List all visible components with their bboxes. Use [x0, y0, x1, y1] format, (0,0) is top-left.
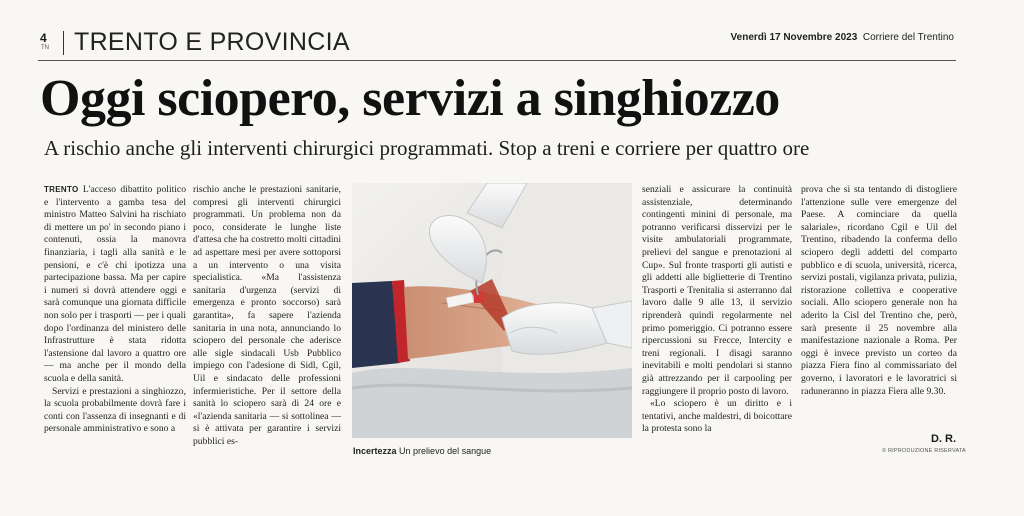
kicker: TRENTO: [44, 185, 79, 194]
caption-title: Incertezza: [353, 446, 397, 456]
copyright-notice: © RIPRODUZIONE RISERVATA: [882, 448, 966, 454]
header-divider: [63, 31, 64, 55]
blood-draw-illustration: [352, 183, 632, 438]
caption-text: Un prelievo del sangue: [399, 446, 492, 456]
page-edition: TN: [41, 45, 49, 51]
article-column-4: [642, 184, 792, 436]
article-column-5: [801, 184, 957, 398]
article-photo: [352, 183, 632, 438]
article-column-2: [193, 184, 341, 448]
article-column-1: [44, 184, 186, 436]
headline: Oggi sciopero, servizi a singhiozzo: [40, 70, 780, 127]
paragraph-text: L'acceso dibattito politico e l'intervento a gamba tesa del ministro Matteo Salvini ha rischiato di mettere un po' in secondo piano i contenuti, ossia la manovra finanziaria, i tagli alla sanità e le pensioni, e c'è chi ipotizza una partecipazione bassa. Ma per capire i numeri si dovrà attendere oggi e sarà comunque una giornata difficile non solo per i trasporti — per i quali dopo l'ordinanza del ministero delle Infrastrutture è stata ridotta l'astensione dal lavoro a quattro ore — ma anche per il mondo della scuola e della sanità.: [44, 184, 186, 384]
issue-date: Venerdì 17 Novembre 2023: [730, 32, 858, 43]
dateline: [731, 32, 954, 43]
author-signature: D. R.: [931, 433, 957, 445]
paragraph: senziali e assicurare la continuità assistenziale, determinando contingenti minini di personale, ma potranno verificarsi disservizi per le visite ambulatoriali programmate, prelievi del sangue e prenotazioni al Cup». Sul fronte trasporti gli autisti e gli addetti alle biglietterie di Trentino Trasporti e Trenitalia si asterranno dal lavoro dalle 9 alle 13, il servizio riprenderà quindi regolarmente nel primo pomeriggio. Ci potranno essere ripercussioni su Frecce, Intercity e treni regionali. I disagi saranno inevitabili e molti pendolari si stanno già attrezzando per il carpooling per raggiungere il proprio posto di lavoro.: [642, 184, 792, 397]
paragraph: [44, 184, 186, 386]
paragraph: prova che si sta tentando di distogliere l'attenzione sulle vere emergenze del Paese. A cominciare da quella salariale», ricordano Cgil e Uil del Trentino, ribadendo la conferma dello sciopero degli addetti del comparto pubblico e di scuola, università, ricerca, servizi postali, vigilanza privata, pulizia, ristorazione collettiva e cooperative sociali. Allo sciopero generale non ha aderito la Cisl del Trentino che, però, sarà presente il 25 novembre alla manifestazione nazionale a Roma. Per oggi è invece previsto un corteo da piazza Fiera fino al commissariato del governo, i lavoratori e le lavoratrici si raduneranno in piazza Fiera alle 9.30.: [801, 184, 957, 397]
paragraph: «Lo sciopero è un diritto e i tentativi, anche maldestri, di boicottare la protesta sono la: [642, 398, 792, 435]
header-rule: [38, 60, 956, 61]
paragraph: rischio anche le prestazioni sanitarie, compresi gli interventi chirurgici programmati. Un problema non da poco, considerate le lunghe liste d'attesa che ha costretto molti cittadini ad aspettare mesi per avere sottoporsi a un intervento o una visita specialistica. «Ma l'assistenza sanitaria d'urgenza (servizi di emergenza e pronto soccorso) sarà garantita», fa sapere l'azienda sanitaria in una nota, annunciando lo sciopero del personale che aderisce alle sigle sindacali Usb Pubblico impiego con l'adesione di Sidl, Cgil, Uil e sindacato delle professioni infermieristiche. Per il settore della sanità lo sciopero sarà di 24 ore e «l'azienda sanitaria — si sottolinea — si è attivata per garantire i servizi pubblici es-: [193, 184, 341, 447]
subheadline: A rischio anche gli interventi chirurgici programmati. Stop a treni e corriere per quattro ore: [44, 136, 810, 160]
paragraph: Servizi e prestazioni a singhiozzo, la scuola probabilmente dovrà fare i conti con l'assenza di insegnanti e di personale amministrativo e sono a: [44, 385, 186, 435]
section-title: TRENTO E PROVINCIA: [74, 28, 350, 56]
photo-caption: [353, 446, 491, 456]
page-number: 4: [40, 31, 47, 45]
publication-name: Corriere del Trentino: [862, 32, 954, 43]
